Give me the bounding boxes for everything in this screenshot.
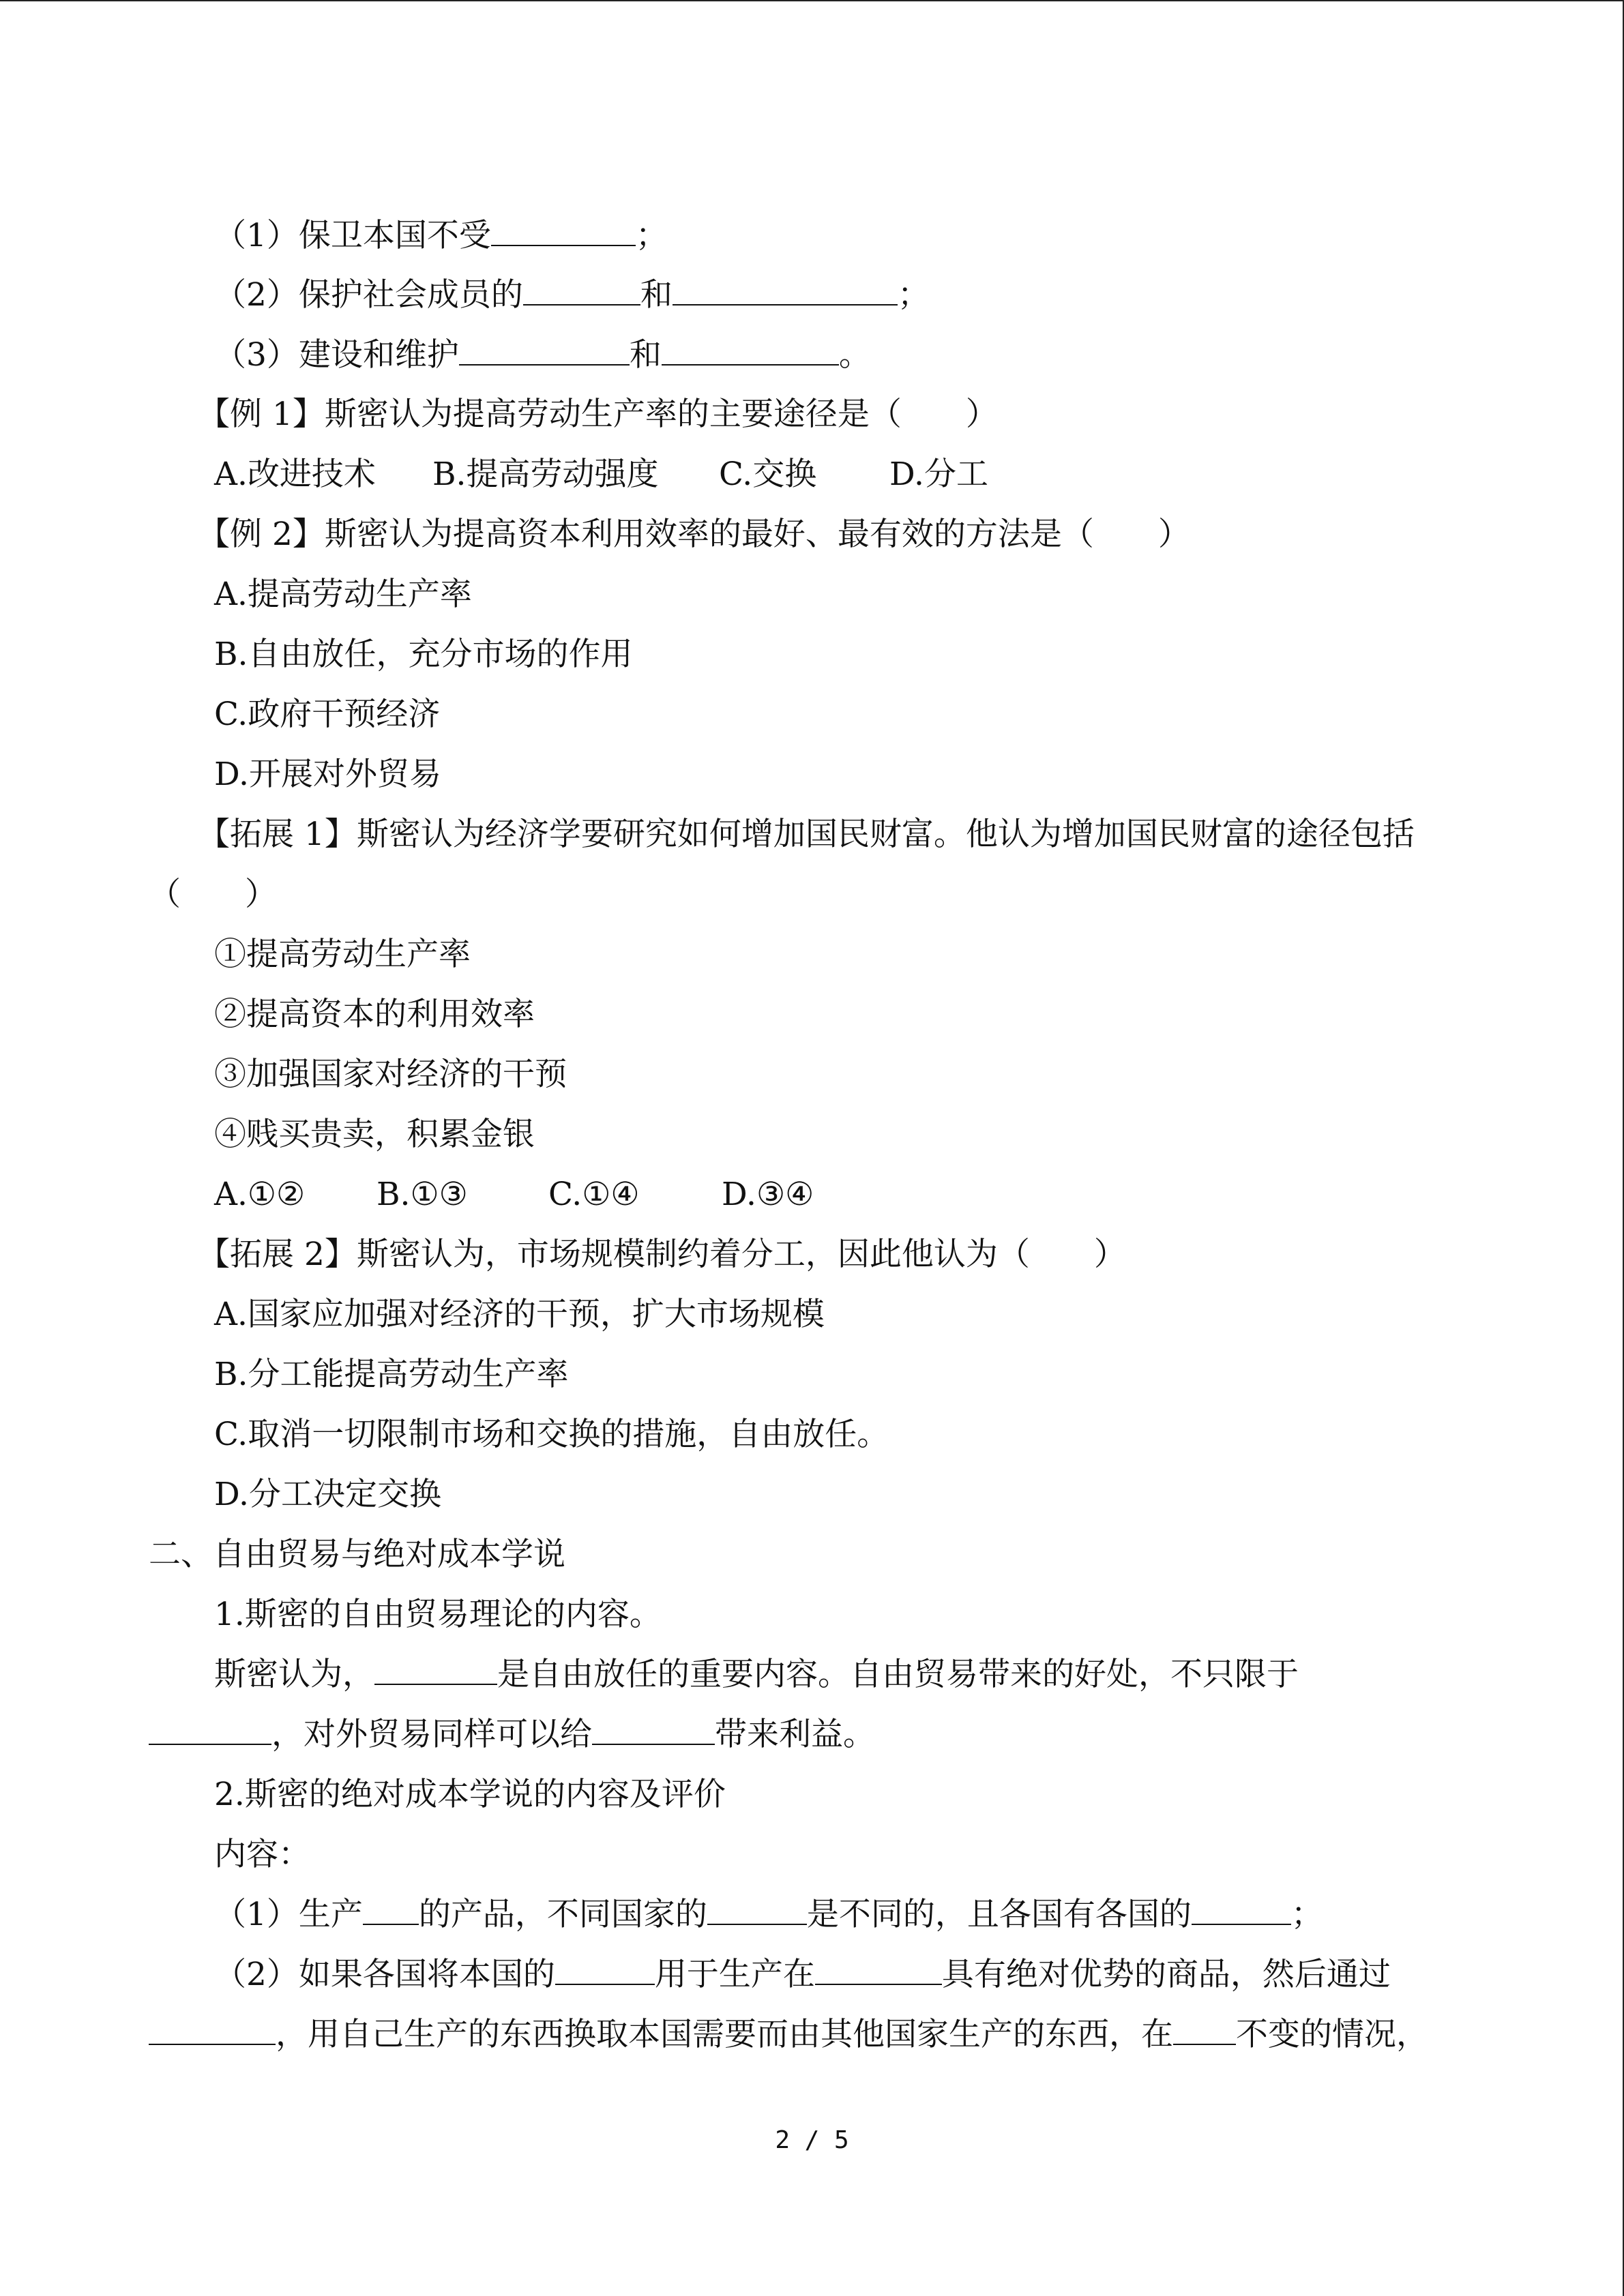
extension-1-options (214, 1174, 814, 1215)
blank (815, 1956, 942, 1985)
text: ，对外贸易同样可以给 (271, 1716, 592, 1753)
extension-1-question-paren: （ ） (149, 876, 277, 913)
text: 和 (640, 276, 673, 314)
blank (491, 218, 636, 246)
text: 带来利益。 (715, 1716, 875, 1753)
example-2-question: 【例 2】斯密认为提高资本利用效率的最好、最有效的方法是（ ） (198, 516, 1190, 553)
section-2-sub-1: 1.斯密的自由贸易理论的内容。 (214, 1596, 662, 1633)
blank (555, 1956, 655, 1985)
example-2-option-d: D.开展对外贸易 (214, 756, 441, 793)
blank (673, 277, 898, 305)
blank (149, 2016, 276, 2045)
text: （1）保卫本国不受 (214, 217, 491, 254)
text: （3）建设和维护 (214, 336, 459, 374)
example-1-question: 【例 1】斯密认为提高劳动生产率的主要途径是（ ） (198, 396, 998, 433)
duty-line-2 (214, 275, 930, 316)
text: （2）如果各国将本国的 (214, 1956, 555, 1993)
text: 的产品，不同国家的 (418, 1896, 707, 1933)
extension-2-option-c: C.取消一切限制市场和交换的措施，自由放任。 (214, 1416, 889, 1453)
blank (592, 1716, 715, 1745)
text: 斯密认为， (214, 1656, 374, 1693)
option-d: D.③④ (722, 1176, 814, 1213)
blank (149, 1716, 271, 1745)
free-trade-line-1 (214, 1654, 1299, 1695)
text: 不变的情况， (1236, 2016, 1428, 2053)
extension-1-item-1: ①提高劳动生产率 (214, 936, 471, 973)
text: ，用自己生产的东西换取本国需要而由其他国家生产的东西，在 (276, 2016, 1173, 2053)
option-a: A.①② (214, 1176, 306, 1213)
text: 是不同的，且各国有各国的 (806, 1896, 1192, 1933)
example-2-option-a: A.提高劳动生产率 (214, 576, 472, 613)
option-b: B.①③ (377, 1176, 468, 1213)
option-c: C.①④ (548, 1176, 640, 1213)
option-d: D.分工 (889, 456, 988, 493)
blank (523, 277, 640, 305)
text: ； (1290, 1896, 1323, 1933)
extension-2-question: 【拓展 2】斯密认为，市场规模制约着分工，因此他认为（ ） (198, 1236, 1126, 1273)
extension-1-item-2: ②提高资本的利用效率 (214, 996, 535, 1033)
section-2-heading: 二、自由贸易与绝对成本学说 (149, 1536, 565, 1573)
free-trade-line-2 (149, 1714, 875, 1755)
option-a: A.改进技术 (214, 456, 376, 493)
blank (1173, 2016, 1236, 2045)
text: 。 (838, 336, 871, 374)
duty-line-3 (214, 335, 871, 376)
extension-1-item-4: ④贱买贵卖，积累金银 (214, 1116, 535, 1153)
content-line-1 (214, 1894, 1323, 1935)
page-number: 2 / 5 (775, 2126, 849, 2154)
extension-2-option-a: A.国家应加强对经济的干预，扩大市场规模 (214, 1296, 825, 1333)
text: ； (635, 217, 668, 254)
duty-line-1 (214, 215, 668, 256)
text: 用于生产在 (654, 1956, 815, 1993)
text: （2）保护社会成员的 (214, 276, 523, 314)
example-2-option-b: B.自由放任，充分市场的作用 (214, 636, 633, 673)
blank (1192, 1896, 1291, 1925)
content-line-2 (214, 1954, 1391, 1995)
blank (374, 1656, 497, 1685)
option-b: B.提高劳动强度 (432, 456, 659, 493)
text: 和 (629, 336, 662, 374)
example-2-option-c: C.政府干预经济 (214, 696, 441, 733)
extension-2-option-b: B.分工能提高劳动生产率 (214, 1356, 569, 1393)
content-label: 内容： (214, 1836, 310, 1873)
text: （1）生产 (214, 1896, 363, 1933)
section-2-sub-2: 2.斯密的绝对成本学说的内容及评价 (214, 1776, 726, 1813)
content-line-3 (149, 2014, 1428, 2055)
text: 是自由放任的重要内容。自由贸易带来的好处，不只限于 (497, 1656, 1299, 1693)
text: ； (897, 276, 930, 314)
extension-1-question: 【拓展 1】斯密认为经济学要研究如何增加国民财富。他认为增加国民财富的途径包括 (198, 816, 1415, 853)
blank (662, 337, 839, 366)
extension-2-option-d: D.分工决定交换 (214, 1476, 441, 1513)
extension-1-item-3: ③加强国家对经济的干预 (214, 1056, 567, 1093)
blank (363, 1896, 419, 1925)
example-1-options (214, 454, 988, 495)
blank (707, 1896, 807, 1925)
blank (459, 337, 630, 366)
option-c: C.交换 (719, 456, 817, 493)
text: 具有绝对优势的商品，然后通过 (941, 1956, 1391, 1993)
